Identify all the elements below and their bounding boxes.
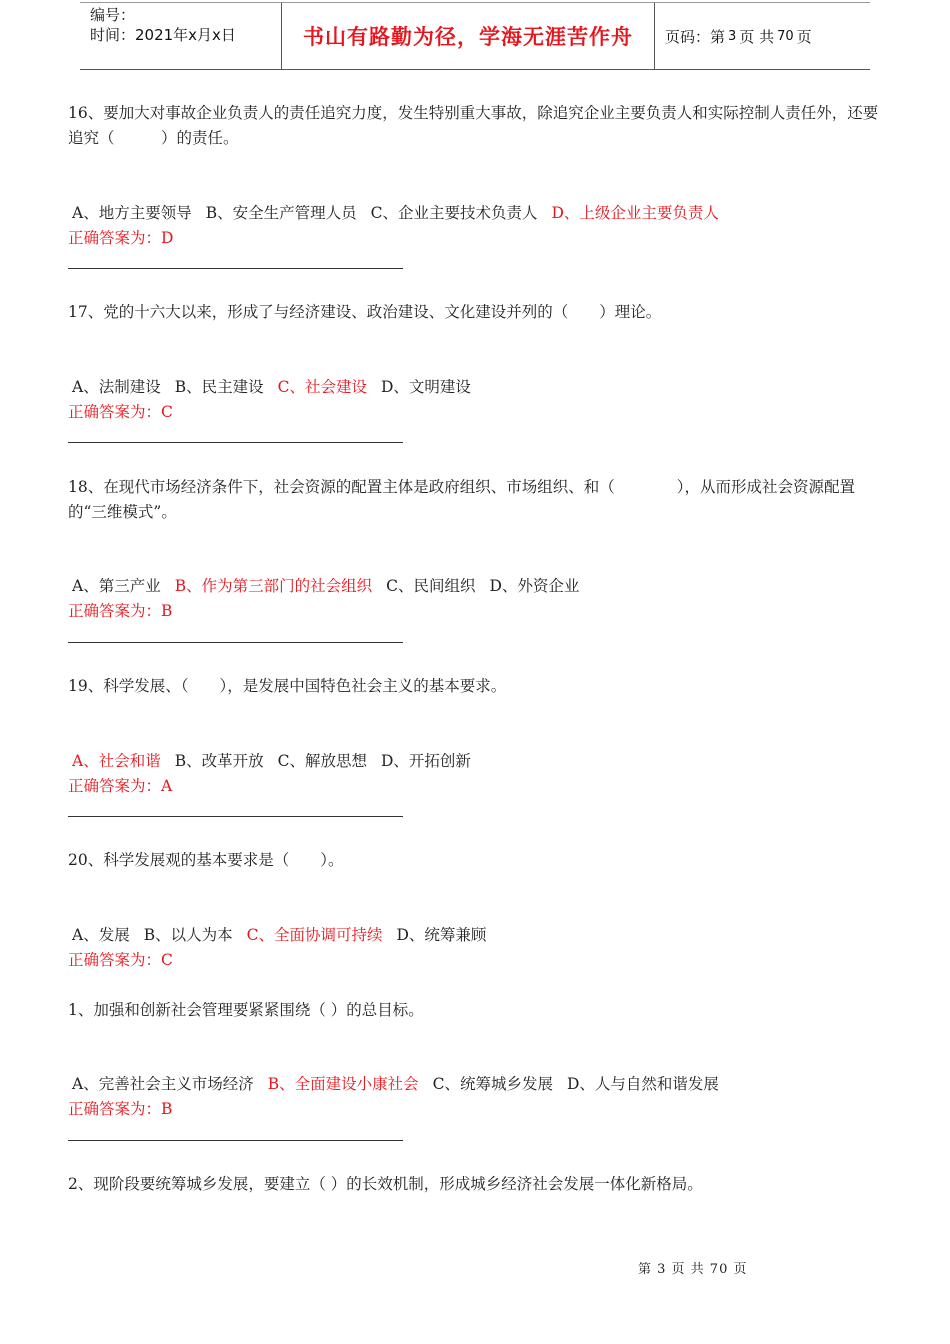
option-d: D、外资企业: [489, 577, 580, 595]
answer-line: 正确答案为：A: [68, 777, 173, 795]
option-c-correct: C、社会建设: [277, 378, 367, 396]
option-d: D、统筹兼顾: [396, 926, 487, 944]
header-page-label: 页码：第: [665, 27, 726, 46]
option-d: D、开拓创新: [380, 752, 471, 770]
question-options: [72, 201, 733, 226]
option-a: A、地方主要领导: [72, 204, 192, 222]
option-b: B、以人为本: [143, 926, 233, 944]
question-options: [72, 1072, 733, 1097]
header-motto: 书山有路勤为径，学海无涯苦作舟: [281, 3, 655, 69]
header-page-end: 页: [796, 27, 812, 46]
header-time-label: 时间：2021年x月x日: [90, 26, 236, 44]
question-text: 16、要加大对事故企业负责人的责任追究力度，发生特别重大事故，除追究企业主要负责人和实际控制人责任外，还要追究（ ）的责任。: [68, 104, 879, 147]
option-d: D、人与自然和谐发展: [566, 1075, 719, 1093]
answer-line: 正确答案为：C: [68, 951, 173, 969]
option-b: B、民主建设: [174, 378, 264, 396]
option-b: B、安全生产管理人员: [205, 204, 357, 222]
option-a-correct: A、社会和谐: [72, 752, 161, 770]
answer-line: 正确答案为：B: [68, 1100, 173, 1118]
option-d-correct: D、上级企业主要负责人: [551, 204, 719, 222]
option-b: B、改革开放: [174, 752, 264, 770]
option-c: C、解放思想: [277, 752, 367, 770]
question-options: [72, 574, 593, 599]
question-text: 20、科学发展观的基本要求是（ ）。: [68, 851, 344, 869]
page-header: [80, 2, 870, 70]
option-a: A、法制建设: [72, 378, 161, 396]
option-c: C、统筹城乡发展: [432, 1075, 553, 1093]
question-text: 2、现阶段要统筹城乡发展，要建立（ ）的长效机制，形成城乡经济社会发展一体化新格局。: [68, 1175, 703, 1193]
header-page-cell: [655, 3, 870, 69]
separator-line: [68, 642, 403, 643]
option-b-correct: B、作为第三部门的社会组织: [174, 577, 373, 595]
separator-line: [68, 1140, 403, 1141]
question-text: 17、党的十六大以来，形成了与经济建设、政治建设、文化建设并列的（ ）理论。: [68, 303, 662, 321]
option-b-correct: B、全面建设小康社会: [267, 1075, 419, 1093]
header-code-label: 编号：: [90, 6, 136, 24]
option-c: C、民间组织: [386, 577, 476, 595]
header-page-mid: 页 共: [739, 27, 775, 46]
option-a: A、发展: [72, 926, 130, 944]
question-text: 18、在现代市场经济条件下，社会资源的配置主体是政府组织、市场组织、和（ ），从而形成社会资源配置的“三维模式”。: [68, 478, 855, 521]
answer-line: 正确答案为：D: [68, 229, 174, 247]
answer-line: 正确答案为：B: [68, 602, 173, 620]
question-options: [72, 375, 485, 400]
separator-line: [68, 442, 403, 443]
option-c-correct: C、全面协调可持续: [246, 926, 383, 944]
page-footer: 第 3 页 共 70 页: [638, 1262, 748, 1277]
separator-line: [68, 268, 403, 269]
option-a: A、完善社会主义市场经济: [72, 1075, 254, 1093]
header-page-num: 3: [728, 28, 737, 44]
answer-line: 正确答案为：C: [68, 403, 173, 421]
option-c: C、企业主要技术负责人: [370, 204, 538, 222]
option-d: D、文明建设: [380, 378, 471, 396]
question-text: 1、加强和创新社会管理要紧紧围绕（ ）的总目标。: [68, 1001, 424, 1019]
question-options: [72, 923, 500, 948]
option-a: A、第三产业: [72, 577, 161, 595]
question-options: [72, 749, 485, 774]
separator-line: [68, 816, 403, 817]
question-text: 19、科学发展、（ ），是发展中国特色社会主义的基本要求。: [68, 677, 507, 695]
header-meta-cell: [80, 3, 281, 69]
header-page-total: 70: [777, 28, 794, 44]
